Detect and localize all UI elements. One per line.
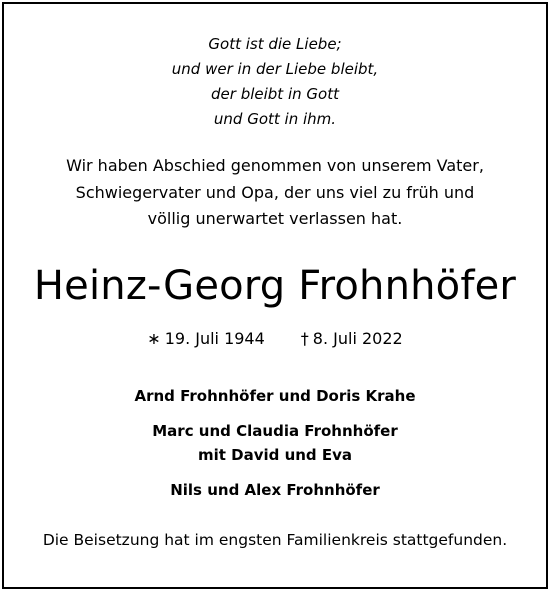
birth-star-icon: ∗ [147,329,161,348]
intro-line-2: Schwiegervater und Opa, der uns viel zu früh und [75,183,475,202]
mourner-line-4: Nils und Alex Frohnhöfer [170,481,380,499]
birth-date-text: 19. Juli 1944 [164,329,265,348]
verse-line-3: der bleibt in Gott [211,85,339,103]
life-dates [0,331,550,347]
intro-line-1: Wir haben Abschied genommen von unserem Vater, [66,156,484,175]
mourner-line-3: mit David und Eva [197,446,353,464]
birth-date [147,331,265,347]
verse-line-2: und wer in der Liebe bleibt, [171,60,379,78]
verse-line-4: und Gott in ihm. [213,110,337,128]
verse-line-1: Gott ist die Liebe; [208,35,342,53]
death-cross-icon: † [300,329,309,348]
mourner-line-2: Marc und Claudia Frohnhöfer [152,422,398,440]
mourner-line-1: Arnd Frohnhöfer und Doris Krahe [134,387,416,405]
closing-text: Die Beisetzung hat im engsten Familienkreis stattgefunden. [42,531,508,549]
deceased-name: Heinz-Georg Frohnhöfer [33,263,517,309]
intro-line-3: völlig unerwartet verlassen hat. [147,209,403,228]
death-date [301,331,403,347]
death-date-text: 8. Juli 2022 [312,329,403,348]
